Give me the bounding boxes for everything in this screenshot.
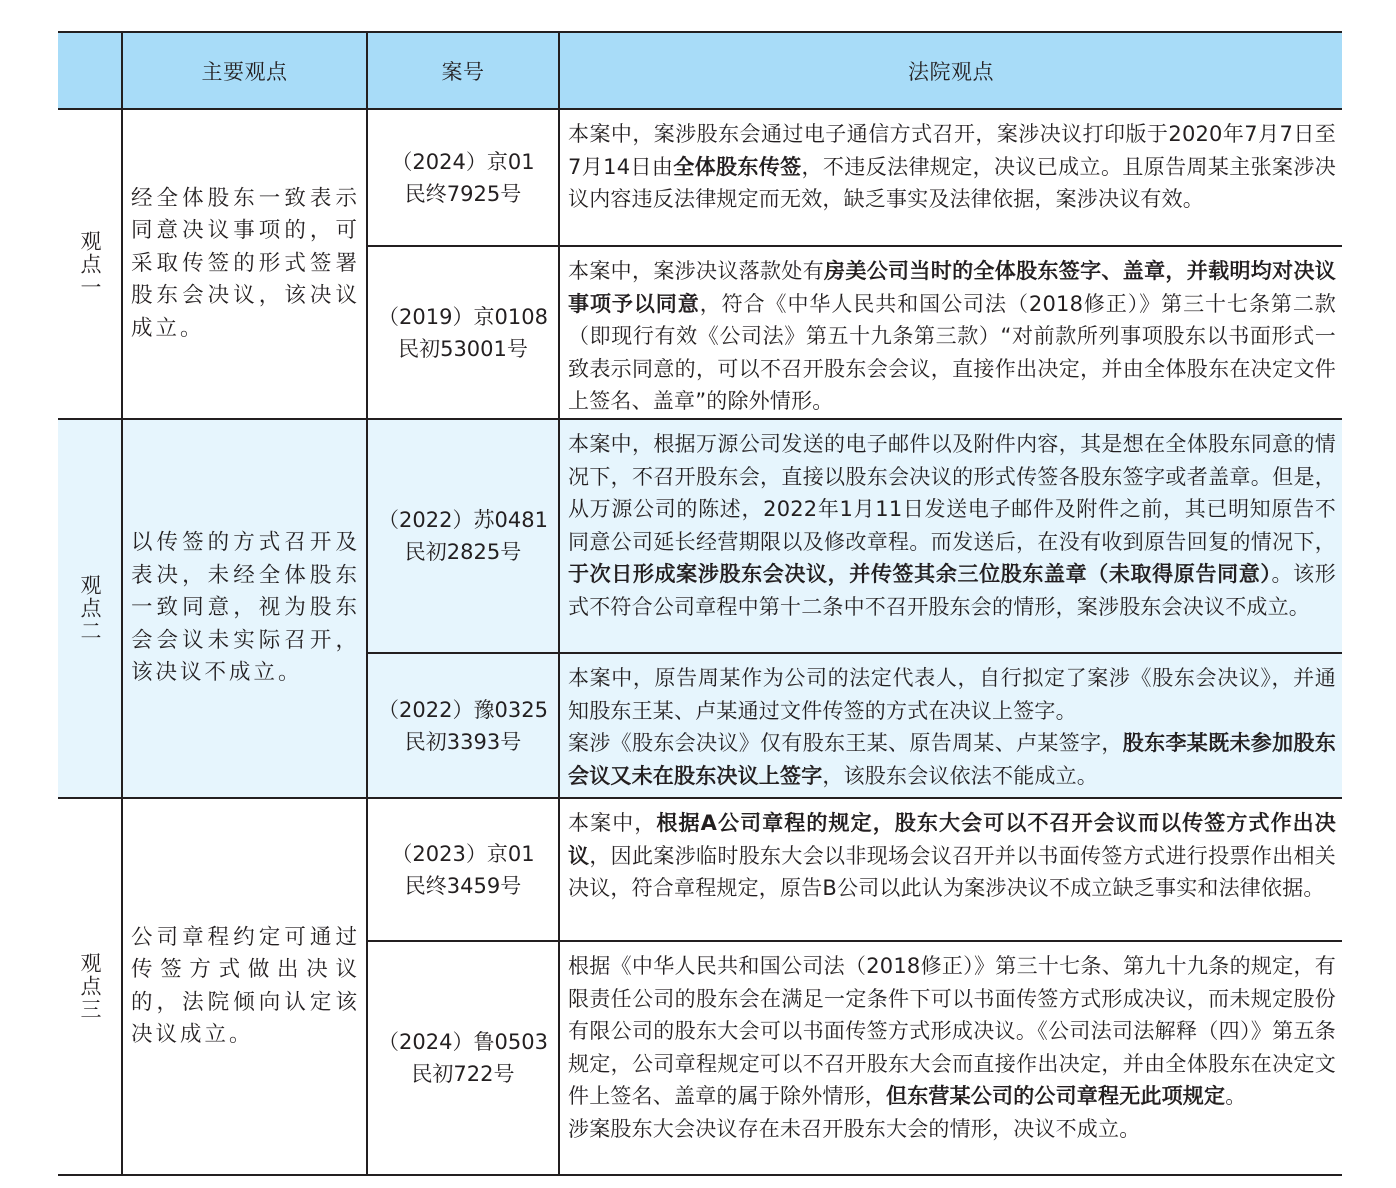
case-number [378,504,548,568]
case-number-cell [366,654,558,797]
court-view-cell [558,799,1342,940]
court-view-text: ，因此案涉临时股东大会以非现场会议召开并以书面传签方式进行投票作出相关决议，符合章程规定，原告B公司以此认为案涉决议不成立缺乏事实和法律依据。 [568,843,1337,900]
case-number-cell [366,420,558,652]
court-view-text: 涉案股东大会决议存在未召开股东大会的情形，决议不成立。 [568,1116,1141,1141]
court-view-emphasis: 全体股东传签 [673,154,802,179]
court-view-emphasis: 房美公司当时的全体股东签字、盖章，并载明均对决议事项予以同意 [568,259,1336,316]
court-view-paragraph [568,1113,1336,1146]
case-number-line-2: 民初2825号 [404,540,522,564]
case-number-cell [366,110,558,245]
viewpoint-group [58,420,1342,799]
court-view-text: 。 [1225,1084,1247,1108]
court-view-paragraph [568,428,1336,623]
case-number [391,146,534,210]
case-number-cell [366,942,558,1174]
case-number-line-1: （2019）京0108 [378,304,548,329]
table-row [366,110,1342,245]
main-viewpoint-text: 公司章程约定可通过传签方式做出决议的，法院倾向认定该决议成立。 [131,924,360,1047]
main-viewpoint-cell [121,110,366,418]
court-view-emphasis: 根据A公司章程的规定，股东大会可以不召开会议而以传签方式作出决议 [568,811,1336,868]
case-rows [366,799,1342,1174]
header-cell-case-number: 案号 [366,33,558,108]
court-view-text: 根据《中华人民共和国公司法（2018修正）》第三十七条、第九十九条的规定，有限责任公司的股东会在满足一定条件下可以书面传签方式形成决议，而未规定股份有限公司的股东大会可以书面传签方式形成决议。《公司法司法解释（四）》第五条规定，公司章程规定可以不召开股东大会而直接作出决定，并由全体股东在决定文件上签名、盖章的属于除外情形， [568,954,1336,1108]
court-view-text: ，该股东会议依法不能成立。 [822,763,1099,788]
case-number-line-1: （2023）京01 [391,841,535,866]
court-view-cell [558,942,1342,1174]
court-view-emphasis: 股东李某既未参加股东会议又未在股东决议上签字 [568,731,1336,788]
court-view-text: 。该形式不符合公司章程中第十二条中不召开股东会的情形，案涉股东会决议不成立。 [568,562,1336,619]
court-view-text: 本案中， [568,811,657,835]
court-view-text: 本案中，根据万源公司发送的电子邮件以及附件内容，其是想在全体股东同意的情况下，不召开股东会，直接以股东会决议的形式传签各股东签字或者盖章。但是，从万源公司的陈述，2022年1月11日发送电子邮件及附件之前，其已明知原告不同意公司延长经营期限以及修改章程。而发送后，在没有收到原告回复的情况下， [568,432,1336,554]
viewpoint-label-cell [58,420,121,797]
table-row [366,940,1342,1174]
header-cell-main-viewpoint: 主要观点 [121,33,366,108]
table-row [366,420,1342,652]
main-viewpoint-text: 经全体股东一致表示同意决议事项的，可采取传签的形式签署股东会决议，该决议成立。 [131,185,360,341]
table-row [366,652,1342,797]
court-view-paragraph [568,662,1336,727]
case-rows [366,420,1342,797]
viewpoint-label-cell [58,799,121,1174]
case-comparison-table [58,31,1342,1176]
court-view-cell [558,420,1342,652]
case-number-line-2: 民终3459号 [404,873,522,898]
table-header-row [58,33,1342,110]
court-view-cell [558,247,1342,418]
case-number [378,694,548,758]
case-rows [366,110,1342,418]
viewpoint-label: 观点二 [78,574,102,643]
court-view-paragraph [568,727,1336,792]
viewpoint-group [58,110,1342,420]
case-number-cell [366,247,558,418]
case-number-line-1: （2024）鲁0503 [378,1030,548,1054]
court-view-paragraph [568,118,1336,216]
court-view-text: 案涉《股东会决议》仅有股东王某、原告周某、卢某签字， [568,731,1123,755]
main-viewpoint-cell [121,420,366,797]
table-body [58,110,1342,1174]
case-number [391,838,534,902]
case-number [378,1026,548,1090]
case-number-line-1: （2022）苏0481 [378,508,548,532]
court-view-paragraph [568,950,1336,1113]
header-cell-label [58,33,121,108]
case-number [378,301,548,365]
viewpoint-label-cell [58,110,121,418]
court-view-paragraph [568,807,1336,905]
viewpoint-label: 观点一 [78,229,102,299]
case-number-line-1: （2022）豫0325 [378,697,548,722]
case-number-line-2: 民初3393号 [404,729,522,754]
court-view-text: 本案中，案涉股东会通过电子通信方式召开，案涉决议打印版于2020年7月7日至7月14日由 [568,122,1336,179]
case-number-line-2: 民初722号 [411,1062,515,1086]
case-number-line-1: （2024）京01 [391,149,535,174]
case-number-line-2: 民终7925号 [404,181,522,206]
court-view-emphasis: 但东营某公司的公司章程无此项规定 [886,1084,1226,1108]
court-view-text: 本案中，案涉决议落款处有 [568,259,825,283]
court-view-text: ，不违反法律规定，决议已成立。且原告周某主张案涉决议内容违反法律规定而无效，缺乏事实及法律依据，案涉决议有效。 [568,154,1337,211]
court-view-cell [558,654,1342,797]
viewpoint-label: 观点三 [78,952,102,1021]
table-row [366,799,1342,940]
court-view-paragraph [568,255,1336,418]
main-viewpoint-cell [121,799,366,1174]
court-view-emphasis: 于次日形成案涉股东会决议，并传签其余三位股东盖章（未取得原告同意） [568,562,1272,586]
case-number-line-2: 民初53001号 [398,336,528,361]
main-viewpoint-text: 以传签的方式召开及表决，未经全体股东一致同意，视为股东会会议未实际召开，该决议不成立。 [131,530,360,686]
table-row [366,245,1342,418]
header-cell-court-view: 法院观点 [558,33,1342,108]
court-view-cell [558,110,1342,245]
viewpoint-group [58,799,1342,1174]
case-number-cell [366,799,558,940]
court-view-text: 本案中，原告周某作为公司的法定代表人，自行拟定了案涉《股东会决议》，并通知股东王某、卢某通过文件传签的方式在决议上签字。 [568,666,1336,723]
court-view-text: ，符合《中华人民共和国公司法（2018修正）》第三十七条第二款（即现行有效《公司法》第五十九条第三款）“对前款所列事项股东以书面形式一致表示同意的，可以不召开股东会会议，直接作出决定，并由全体股东在决定文件上签名、盖章”的除外情形。 [568,291,1336,413]
